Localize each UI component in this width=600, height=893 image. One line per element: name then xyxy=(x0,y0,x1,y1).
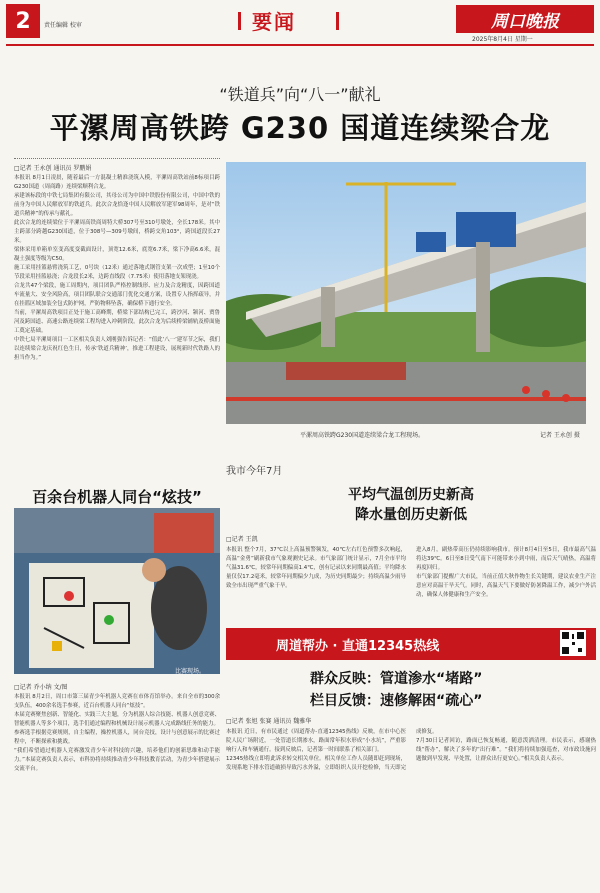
hotline-banner xyxy=(226,628,596,660)
divider xyxy=(14,158,220,159)
editor-info: 责任编辑 校审 xyxy=(44,22,82,29)
bridge-photo xyxy=(226,162,586,424)
lead-headline: 平漯周高铁跨 G230 国道连续梁合龙 xyxy=(49,111,551,145)
paragraph: 当前，平漯周高铁项目正处于施工高峰期，桥梁下部结构已完工，跨沙河、颍河、贾鲁河及跨国道、高速公路连续梁工程均进入冲刺阶段。此次合龙为后续桥梁铺轨及桥面施工奠定基础。 xyxy=(14,310,220,334)
photo-caption: 平漯周高铁跨G230国道连续梁合龙工程现场。 xyxy=(300,432,425,439)
paragraph: 进入8月，副热带高压仍持续影响我市。预计8月4日至5日，我市最高气温将达39℃。6日至8日受气南下可能带来小到中雨，而后天气晴热，高温将再度回归。 xyxy=(416,547,596,571)
qr-code xyxy=(560,630,586,656)
paragraph: 本报讯 8月2日，周口市第三届青少年机器人竞赛在市体育馆举办。来自全市的300余支队伍，400余名选手参赛，近百台机器人同台“炫技”。 xyxy=(14,694,220,709)
paragraph: 本报讯 近日，有市民通过《周道帮办·直通12345热线》反映，在市中心医院人民广场附近，一处管道长期渗水，路面常年积水形成“小水坑”，严重影响行人和车辆通行。接到反映后，记者第一时间联系了相关部门。 xyxy=(226,729,406,753)
newspaper-logo: 周口晚报 xyxy=(456,5,594,33)
section-divider xyxy=(238,12,241,30)
paragraph: 承建该标段的中铁七局集团有限公司，其母公司为中国中铁股份有限公司，中国中铁的前身为中国人民解放军的铁道兵。此次合龙恰逢中国人民解放军建军98周年，是对“铁道兵精神”的传承与献礼。 xyxy=(14,193,220,217)
paragraph: 合龙共47个梁段，施工周期内，项目团队严格控制线形、应力及合龙精度，因跨国道车流量大、安全风险高，项目团队联合交通部门优化交通方案，设置专人指挥疏导，并在挂篮区域加装全包式防护网，严防物料坠落，确保桥下通行安全。 xyxy=(14,283,220,307)
robot-body xyxy=(14,693,220,863)
robot-photo xyxy=(14,508,220,674)
paragraph: 市气象部门提醒广大市民，当前正值大秋作物生长关键期，建议农业生产注意应对高温干旱天气。同时，高温天气下要做好防暑降温工作，减少户外活动，确保人体健康和生产安全。 xyxy=(416,574,596,598)
hotline-byline: □记者 张旭 张赛 通讯员 魏雅华 xyxy=(226,718,312,725)
lead-body xyxy=(14,174,220,444)
robot-photo-credit: 比赛现场。 xyxy=(175,668,206,675)
weather-body xyxy=(226,546,596,622)
weather-byline: □记者 王凯 xyxy=(226,536,258,543)
paragraph: 7月30日记者回访，路面已恢复畅通，随意泼洒清理。市民表示，感谢热线“帮办”，解决了多年的“出行难”。“我们将持续加强巡查，对市政设施问题做到早发现、早处置，让群众出行更安心。”相关负责人表示。 xyxy=(416,738,596,762)
weather-headline-2: 降水量创历史新低 xyxy=(355,507,467,523)
hotline-banner-text: 周道帮办 · 直通12345热线 xyxy=(276,638,440,654)
lead-byline: □记者 王永创 通讯员 罗鹏娟 xyxy=(14,165,92,172)
robot-photo-illustration xyxy=(14,508,220,674)
issue-date: 2025年8月4日 星期一 xyxy=(472,36,533,43)
bridge-photo-illustration xyxy=(226,162,586,424)
section-title: 要闻 xyxy=(252,10,296,34)
robot-headline: 百余台机器人同台“炫技” xyxy=(32,488,202,506)
hotline-title-2: 栏目反馈：速修解困“疏心” xyxy=(310,693,483,709)
section-divider xyxy=(336,12,339,30)
paragraph: “我们希望通过机器人竞赛激发青少年对科技的兴趣，培养他们的创新思维和动手能力。”本届竞赛负责人表示，市科协将持续推动青少年科技教育活动，为青少年搭建展示交流平台。 xyxy=(14,748,220,772)
hotline-body xyxy=(226,728,596,868)
weather-headline-1: 平均气温创历史新高 xyxy=(348,487,474,503)
paragraph: 本报讯 8月1日凌晨，随着最后一方混凝土精准浇筑入模，平漯周高铁站前8标项目跨G230国道（周商路）连续梁顺利合龙。 xyxy=(14,175,220,190)
paragraph: 中铁七局平漯周项目一工区相关负责人刘刚强告诉记者：“值此‘八一’建军节之际，我们以连续梁合龙庆祝红色生日，传承‘铁道兵精神’，推进工程建设，展现新时代铁路人的担当作为。” xyxy=(14,337,220,361)
paragraph: 本届竞赛聚焦创新、智能化、实践三大主题，分为机器人综合技能、机器人创意竞赛、智能机器人等多个项目，选手们通过编程和机械设计展示机器人完成路线任务的能力。 xyxy=(14,712,220,727)
paragraph: 12345热线立即将此诉求转交相关单位。相关单位工作人员随即赶到现场，发现系地下排水管道破损导致污水外溢，立即组织人员开挖检修，当天即完成修复。 xyxy=(226,729,438,771)
paragraph: 参赛选手根据竞赛规则，自主编程，操控机器人，同台竞技，设计与创意展示的比赛过程中，不断探索和挑战。 xyxy=(14,730,220,745)
robot-byline: □记者 乔小纳 文/图 xyxy=(14,684,68,691)
paragraph: 施工采用挂篮悬臂浇筑工艺，0号块（12米）通过落地式钢管支架一次成型；1至10个节段采用挂篮悬浇；合龙段长2米，边跨直线段（7.75米）使用落地支架现浇。 xyxy=(14,265,220,280)
lead-kicker: “铁道兵”向“八一”献礼 xyxy=(219,85,381,104)
weather-kicker: 我市今年7月 xyxy=(226,466,283,477)
hotline-title-1: 群众反映：管道渗水“堵路” xyxy=(310,671,483,687)
paragraph: 梁体采用单箱单室变高度变截面设计，顶宽12.6米，底宽6.7米，梁下净高6.6米，混凝土强度等级为C50。 xyxy=(14,247,220,262)
paragraph: 本报讯 整个7月，37℃以上高温预警频发，40℃左右红色预警多次响起，高温“金勇”刷新我市气象观测史记录。市气象部门统计显示，7月全市平均气温31.6℃，较常年同期偏高1.4℃，创有记录以来同期最高值；平均降水量仅仅17.2毫米，较常年同期偏少九成，为历史同期最少；持续高温少雨导致全市出现严重气象干旱。 xyxy=(226,547,406,589)
photo-credit: 记者 王永创 摄 xyxy=(540,432,580,439)
paragraph: 此次合龙的连续梁位于平漯周高铁商周特大桥307号至310号墩处，全长178米。其中主跨部分跨越G230国道，位于308号—309号墩间，桥跨交角103°，跨国道段长27米。 xyxy=(14,220,220,244)
header-rule xyxy=(6,44,594,46)
page-number: 2 xyxy=(6,4,40,38)
